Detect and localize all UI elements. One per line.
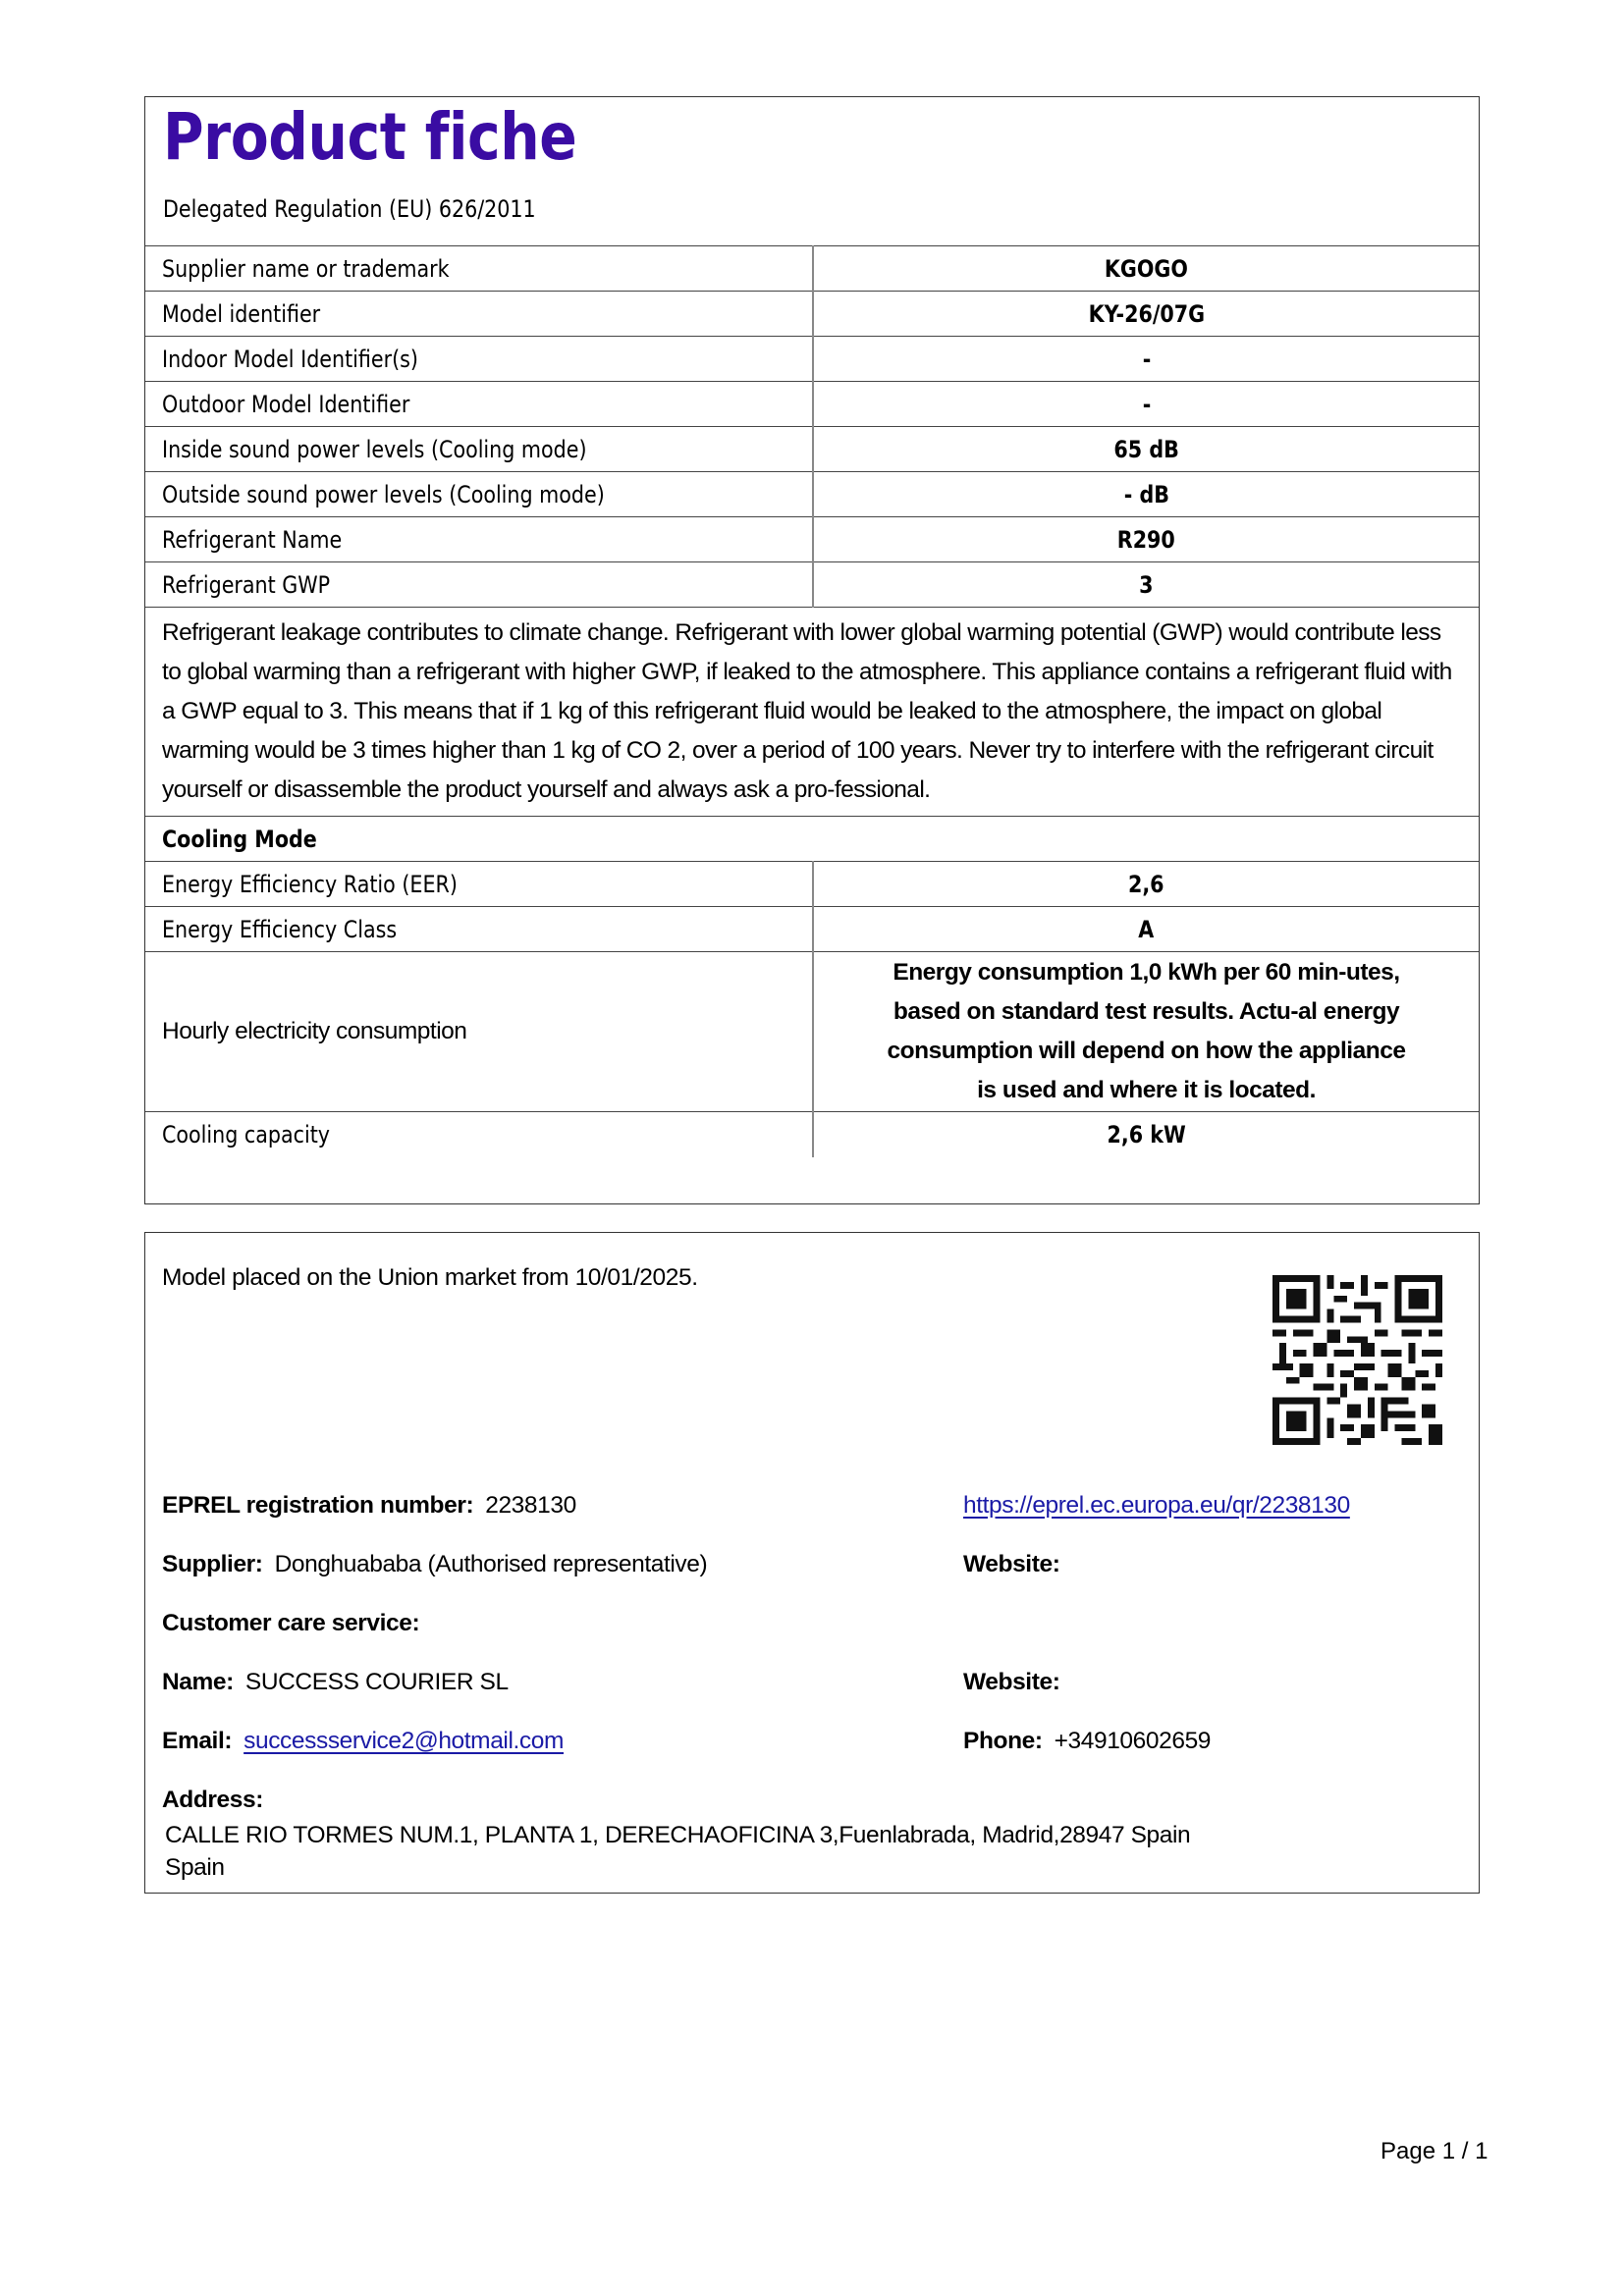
address-line-2: Spain — [165, 1854, 225, 1881]
row-label: Supplier name or trademark — [162, 254, 450, 283]
table-row — [145, 292, 1479, 337]
row-label: Energy Efficiency Class — [162, 915, 398, 943]
market-date-text: Model placed on the Union market from 10/01/2025. — [162, 1264, 698, 1291]
row-value: 2,6 kW — [1107, 1120, 1186, 1148]
qr-code-icon[interactable] — [1272, 1275, 1442, 1445]
phone-value: +34910602659 — [1054, 1728, 1212, 1754]
row-value: R290 — [1117, 525, 1175, 554]
row-value: 2,6 — [1128, 870, 1164, 898]
row-value: A — [1138, 915, 1155, 943]
eprel-link[interactable]: https://eprel.ec.europa.eu/qr/2238130 — [963, 1492, 1350, 1519]
row-value: - — [1142, 390, 1151, 418]
table-row — [145, 337, 1479, 382]
refrigerant-notice: Refrigerant leakage contributes to climate change. Refrigerant with lower global warming potential (GWP) would contribute less to global warming than a refrigerant with higher GWP, if leaked to the atmosphere. This appliance contains a refrigerant fluid with a GWP equal to 3. This means that if 1 kg of this refrigerant fluid would be leaked to the atmosphere, the impact on global warming would be 3 times higher than 1 kg of CO 2, over a period of 100 years. Never try to interfere with the refrigerant circuit yourself or disassemble the product yourself and always ask a pro-fessional. — [162, 619, 1452, 803]
page-indicator: Page 1 / 1 — [1380, 2138, 1489, 2164]
page-title: Product fiche — [163, 99, 577, 175]
row-value: - dB — [1123, 480, 1169, 508]
customer-care-label: Customer care service: — [162, 1610, 420, 1636]
row-label: Hourly electricity consumption — [162, 1018, 467, 1044]
eprel-label: EPREL registration number: — [162, 1492, 474, 1519]
registration-info-box — [144, 1232, 1480, 1894]
row-value: KY-26/07G — [1088, 299, 1205, 328]
address-line-1: CALLE RIO TORMES NUM.1, PLANTA 1, DERECHAOFICINA 3,Fuenlabrada, Madrid,28947 Spain — [165, 1822, 1191, 1848]
name-value: SUCCESS COURIER SL — [244, 1669, 509, 1695]
spec-table — [145, 245, 1479, 1157]
supplier-value: Donghuababa (Authorised representative) — [274, 1551, 708, 1577]
phone-label: Phone: — [963, 1728, 1043, 1754]
address-label: Address: — [162, 1787, 263, 1813]
row-label: Outdoor Model Identifier — [162, 390, 410, 418]
supplier-label: Supplier: — [162, 1551, 263, 1577]
table-row — [145, 562, 1479, 608]
refrigerant-notice-row — [145, 608, 1479, 817]
table-row — [145, 952, 1479, 1112]
row-label: Cooling capacity — [162, 1120, 331, 1148]
row-label: Energy Efficiency Ratio (EER) — [162, 870, 458, 898]
row-label: Refrigerant GWP — [162, 570, 331, 599]
row-label: Refrigerant Name — [162, 525, 343, 554]
row-value: KGOGO — [1105, 254, 1188, 283]
name-label: Name: — [162, 1669, 234, 1695]
phone-field — [963, 1728, 1211, 1755]
table-row — [145, 1112, 1479, 1157]
email-field — [162, 1728, 564, 1755]
eprel-registration — [162, 1492, 576, 1520]
supplier-website-label: Website: — [963, 1551, 1060, 1577]
row-label: Inside sound power levels (Cooling mode) — [162, 435, 587, 463]
table-row — [145, 472, 1479, 517]
care-website-label: Website: — [963, 1669, 1060, 1695]
row-label: Model identifier — [162, 299, 321, 328]
table-row — [145, 382, 1479, 427]
table-row — [145, 862, 1479, 907]
row-value: 65 dB — [1113, 435, 1179, 463]
row-value: Energy consumption 1,0 kWh per 60 min-utes, based on standard test results. Actu-al energy consumption will depend on how the appliance is used and where it is located. — [887, 959, 1406, 1103]
table-row — [145, 427, 1479, 472]
table-row — [145, 517, 1479, 562]
section-header-row — [145, 817, 1479, 862]
cooling-mode-heading: Cooling Mode — [162, 825, 317, 853]
table-row — [145, 246, 1479, 292]
row-label: Indoor Model Identifier(s) — [162, 345, 418, 373]
row-value: - — [1142, 345, 1151, 373]
supplier-field — [162, 1551, 707, 1578]
product-fiche-box — [144, 96, 1480, 1204]
eprel-value: 2238130 — [485, 1492, 576, 1519]
email-link[interactable]: successservice2@hotmail.com — [244, 1728, 564, 1754]
regulation-subtitle: Delegated Regulation (EU) 626/2011 — [163, 195, 536, 223]
row-label: Outside sound power levels (Cooling mode) — [162, 480, 605, 508]
care-name-field — [162, 1669, 509, 1696]
email-label: Email: — [162, 1728, 233, 1754]
row-value: 3 — [1139, 570, 1154, 599]
table-row — [145, 907, 1479, 952]
